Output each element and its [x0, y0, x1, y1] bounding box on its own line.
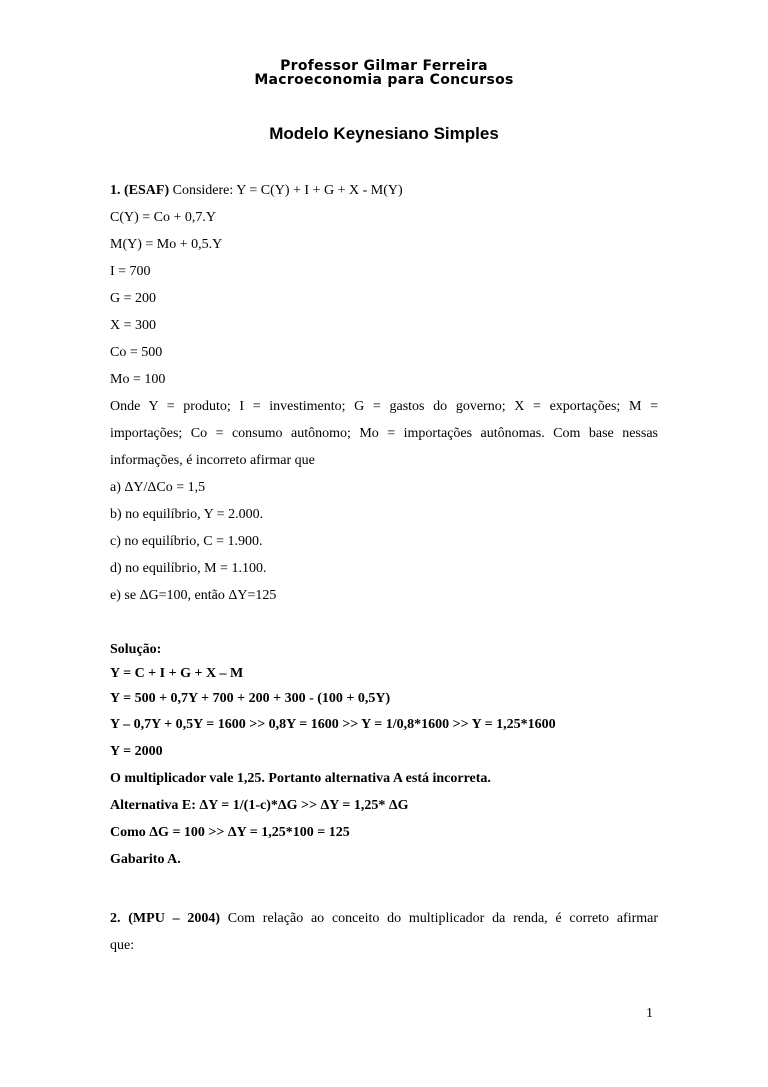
question-1-intro [110, 182, 658, 200]
header-course: Macroeconomia para Concursos [254, 72, 514, 88]
solution-line: Alternativa E: ΔY = 1/(1-c)*ΔG >> ΔY = 1,25* ΔG [110, 798, 409, 813]
question-2-number: 2. (MPU – 2004) [110, 911, 221, 926]
question-2-text: Com relação ao conceito do multiplicador da renda, é correto afirmar [227, 911, 659, 926]
solution-line: O multiplicador vale 1,25. Portanto alternativa A está incorreta. [110, 771, 491, 786]
solution-line: Y = 500 + 0,7Y + 700 + 200 + 300 - (100 + 0,5Y) [110, 691, 391, 706]
option-b: b) no equilíbrio, Y = 2.000. [110, 507, 264, 522]
equation-line: G = 200 [110, 291, 157, 306]
question-1-number: 1. (ESAF) [110, 183, 170, 198]
option-e: e) se ΔG=100, então ΔY=125 [110, 588, 277, 603]
equation-line: Mo = 100 [110, 372, 166, 387]
option-c: c) no equilíbrio, C = 1.900. [110, 534, 263, 549]
definitions-line: informações, é incorreto afirmar que [110, 453, 315, 468]
solution-heading: Solução: [110, 642, 162, 657]
page-number: 1 [646, 1006, 653, 1021]
option-d: d) no equilíbrio, M = 1.100. [110, 561, 267, 576]
definitions-line: Onde Y = produto; I = investimento; G = gastos do governo; X = exportações; M = [110, 399, 658, 414]
equation-line: M(Y) = Mo + 0,5.Y [110, 237, 223, 252]
header-author: Professor Gilmar Ferreira [280, 58, 488, 74]
solution-line: Y = 2000 [110, 744, 163, 759]
question-2-text-cont: que: [110, 938, 135, 953]
solution-line: Como ΔG = 100 >> ΔY = 1,25*100 = 125 [110, 825, 350, 840]
page-title: Modelo Keynesiano Simples [269, 124, 499, 143]
equation-line: X = 300 [110, 318, 157, 333]
definitions-line: importações; Co = consumo autônomo; Mo = importações autônomas. Com base nessas [110, 426, 658, 441]
solution-answer: Gabarito A. [110, 852, 181, 867]
solution-line: Y = C + I + G + X – M [110, 666, 244, 681]
solution-line: Y – 0,7Y + 0,5Y = 1600 >> 0,8Y = 1600 >> Y = 1/0,8*1600 >> Y = 1,25*1600 [110, 717, 556, 732]
question-2-intro [110, 910, 658, 928]
question-1-intro-text: Considere: Y = C(Y) + I + G + X - M(Y) [172, 183, 403, 198]
equation-line: I = 700 [110, 264, 151, 279]
equation-line: C(Y) = Co + 0,7.Y [110, 210, 217, 225]
equation-line: Co = 500 [110, 345, 163, 360]
option-a: a) ΔY/ΔCo = 1,5 [110, 480, 206, 495]
